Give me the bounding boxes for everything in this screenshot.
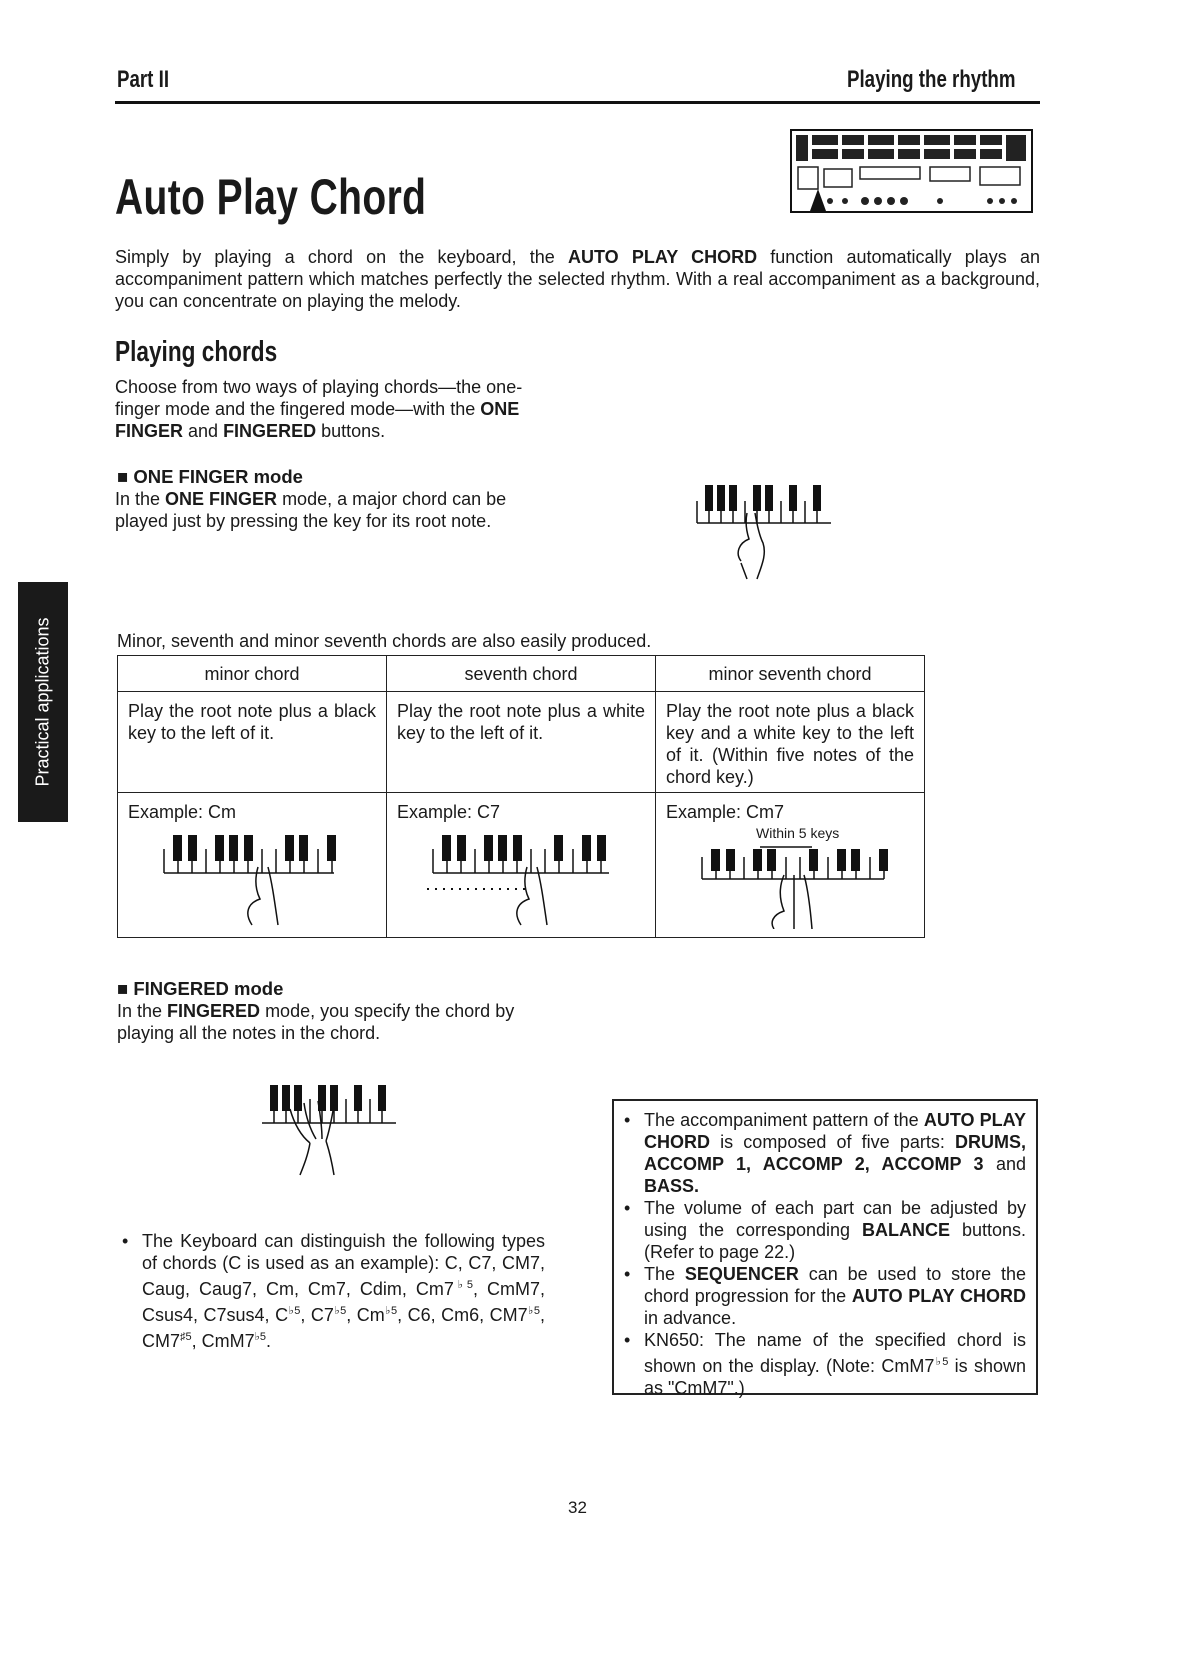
text: , CM7 [142,1305,546,1351]
text: The accompaniment pattern of the [644,1110,924,1130]
keyword: SEQUENCER [684,1264,799,1284]
seventh-chord-description: Play the root note plus a white key to the left of it. [387,692,656,793]
example-label: Example: C7 [397,802,501,822]
fingered-keyboard-illustration [260,1083,400,1178]
text: in advance. [644,1308,737,1328]
paragraph-keyword: ONE FINGER [165,489,278,509]
intro-text: Simply by playing a chord on the keyboard, the [115,247,568,267]
text: The volume of each part can be adjusted by using the corresponding [644,1198,1026,1240]
header-rule [115,101,1040,104]
header-minor-chord: minor chord [118,656,387,692]
text: and [983,1154,1026,1174]
chord-types-item [120,1230,545,1352]
fingered-paragraph [117,1000,547,1044]
intro-paragraph [115,246,1040,312]
control-panel-illustration [790,129,1033,213]
note-item [622,1263,1026,1329]
minor-seventh-note: Minor, seventh and minor seventh chords are also easily produced. [117,631,652,651]
header-minor-seventh-chord: minor seventh chord [656,656,925,692]
playing-chords-paragraph [115,376,545,442]
minor-seventh-chord-example [656,793,925,938]
paragraph-keyword: FINGERED [167,1001,261,1021]
fingered-heading: ■ FINGERED mode [117,978,284,999]
text: can be used to store the chord progression for the [644,1264,1026,1306]
section-title: Playing the rhythm [847,66,1016,93]
keyword: BALANCE [862,1220,950,1240]
text: , C6, Cm6, CM7 [397,1305,528,1325]
keyword: AUTO PLAY CHORD [644,1110,1026,1152]
text: , CmM7 [191,1331,255,1351]
one-finger-paragraph [115,488,555,532]
paragraph-text: mode, you specify the chord by playing all the notes in the chord. [117,1001,515,1043]
c7-keyboard-illustration [397,827,647,927]
note-item [622,1329,1026,1399]
text: , C7 [300,1305,334,1325]
superscript: ♯5 [180,1331,192,1343]
text: . [265,1331,271,1351]
within-keys-label: Within 5 keys [756,825,840,841]
superscript: ♭5 [333,1305,347,1317]
text: , CmM7, Csus4, C7sus4, C [142,1279,545,1325]
cm7-keyboard-illustration [666,845,916,929]
superscript: ♭5 [934,1356,949,1368]
keyword: AUTO PLAY CHORD [851,1286,1026,1306]
cm-keyboard-illustration [128,827,378,927]
superscript: ♭5 [527,1305,540,1317]
minor-seventh-chord-description: Play the root note plus a black key and a white key to the left of it. (Within five notes of the chord key.) [656,692,925,793]
paragraph-text: In the [117,1001,168,1021]
chord-types-list [120,1230,545,1352]
note-item [622,1197,1026,1263]
keyword: DRUMS, ACCOMP 1, ACCOMP 2, ACCOMP 3 [644,1132,1026,1174]
part-label: Part II [117,66,170,93]
superscript: ♭5 [288,1305,301,1317]
section-side-tab [18,582,68,822]
paragraph-text: In the [115,489,166,509]
superscript: ♭5 [453,1279,474,1291]
seventh-chord-example [387,793,656,938]
intro-text: function automatically plays an accompaniment pattern which matches perfectly the selected rhythm. With a real accompaniment as a background, you can concentrate on playing the melody. [115,247,1040,311]
paragraph-keyword: FINGERED [223,421,317,441]
superscript: ♭5 [254,1331,266,1343]
superscript: ♭5 [384,1305,398,1317]
page-number: 32 [568,1498,587,1517]
one-finger-keyboard-illustration [695,483,835,583]
paragraph-text: Choose from two ways of playing chords—the one-finger mode and the fingered mode—with the [115,377,523,419]
text: The Keyboard can distinguish the following types of chords (C is used as an example): C, C7, CM7, Caug, Caug7, Cm, Cm7, Cdim, Cm7 [142,1231,545,1299]
page-title: Auto Play Chord [115,169,427,225]
note-item [622,1109,1026,1197]
paragraph-text: buttons. [316,421,386,441]
header-seventh-chord: seventh chord [387,656,656,692]
one-finger-heading: ■ ONE FINGER mode [117,466,303,487]
text: buttons. (Refer to page 22.) [644,1220,1026,1262]
example-label: Example: Cm7 [666,802,785,822]
paragraph-keyword: ONE FINGER [115,399,520,441]
example-label: Example: Cm [128,802,237,822]
text: The [644,1264,685,1284]
paragraph-text: mode, a major chord can be played just by pressing the key for its root note. [115,489,507,531]
text: is shown as "CmM7".) [644,1356,1026,1398]
text: is composed of five parts: [710,1132,955,1152]
paragraph-text: and [183,421,224,441]
chord-table [117,655,925,938]
notes-box [612,1099,1038,1398]
playing-chords-heading: Playing chords [115,336,278,368]
keyword: BASS. [644,1176,700,1196]
text: , Cm [346,1305,385,1325]
intro-keyword: AUTO PLAY CHORD [567,247,758,267]
text: KN650: The name of the specified chord is shown on the display. (Note: CmM7 [644,1330,1026,1376]
minor-chord-description: Play the root note plus a black key to the left of it. [118,692,387,793]
side-tab-label: Practical applications [32,617,53,787]
minor-chord-example [118,793,387,938]
